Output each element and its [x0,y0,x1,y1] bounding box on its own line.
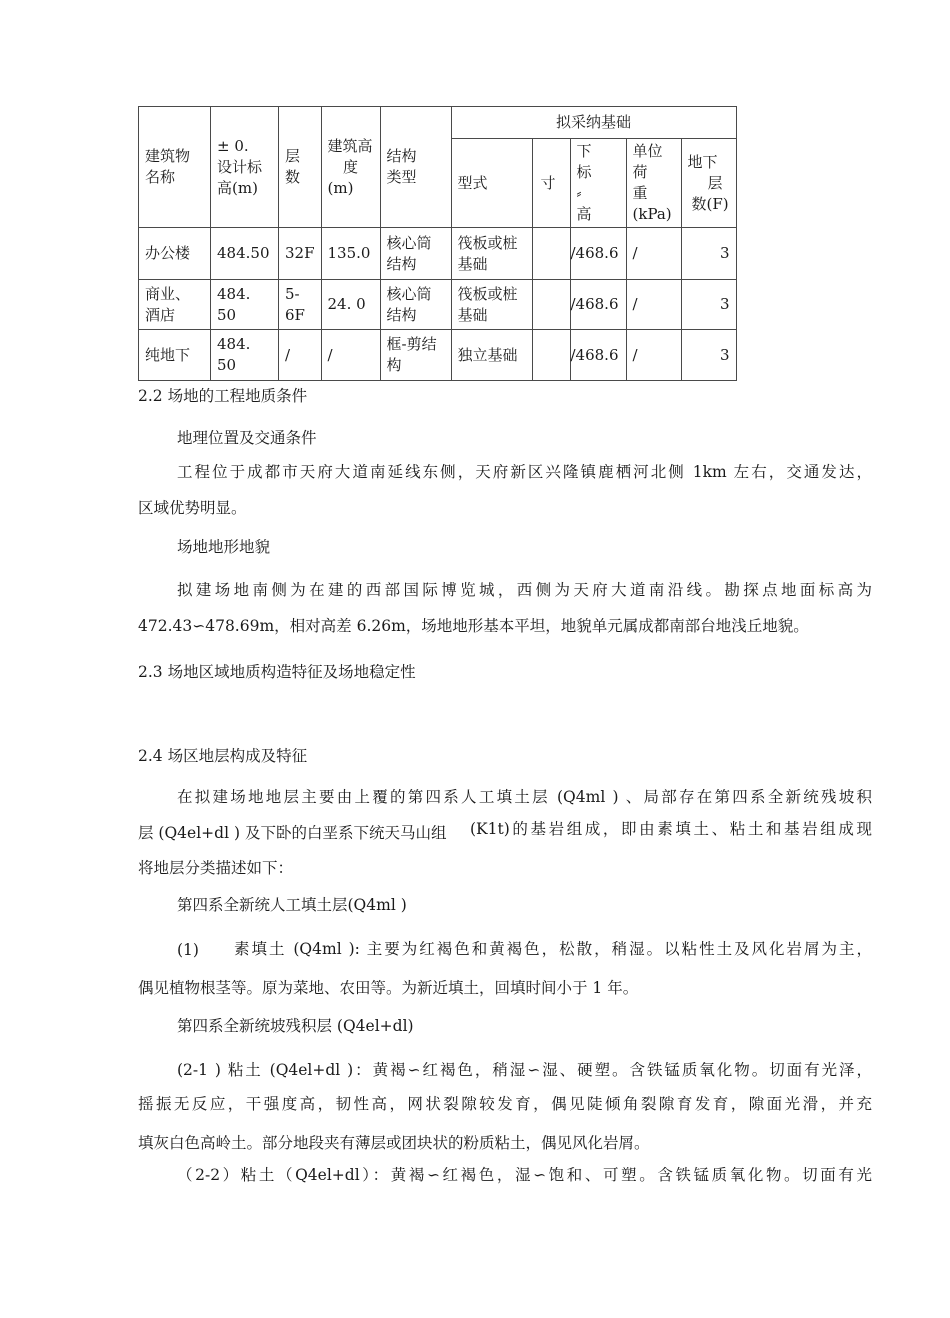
section-heading-2-2: 2.2 场地的工程地质条件 [138,387,308,405]
header-building-name: 建筑物名称 [139,107,211,228]
cell-base-elevation: /468.6 [570,228,626,280]
paragraph-strata-line1: 在拟建场地地层主要由上覆的第四系人工填土层 (Q4ml ) 、局部存在第四系全新统残坡积 [177,788,872,806]
paragraph-location-line2: 区域优势明显。 [138,499,247,517]
cell-foundation-type: 独立基础 [451,330,532,381]
header-proposed-foundation: 拟采纳基础 [451,107,736,139]
cell-structure: 核心筒结构 [380,228,451,280]
cell-design-elevation: 484. 50 [211,330,279,381]
cell-underground-floors: 3 [681,280,736,330]
cell-base-elevation: /468.6 [570,330,626,381]
cell-height: 24. 0 [321,280,380,330]
paragraph-strata-line2b: (K1t)的基岩组成，即由素填土、粘土和基岩组成现 [470,820,872,838]
header-structure-type: 结构 类型 [380,107,451,228]
cell-building-name: 商业、酒店 [139,280,211,330]
header-foundation-base-elevation: 下 标 ⸗ 高 [570,139,626,228]
cell-height: / [321,330,380,381]
table-row [139,330,737,381]
cell-height: 135.0 [321,228,380,280]
cell-building-name: 办公楼 [139,228,211,280]
cell-building-name: 纯地下 [139,330,211,381]
cell-foundation-type: 筏板或桩基础 [451,280,532,330]
cell-size [532,228,570,280]
header-unit-load: 单位荷 重(kPa) [626,139,681,228]
subheading-location: 地理位置及交通条件 [177,429,317,447]
paragraph-fill-line1: 素填土 (Q4ml ): 主要为红褐色和黄褐色，松散，稍湿。以粘性土及风化岩屑为主， [234,940,872,958]
cell-base-elevation: /468.6 [570,280,626,330]
table-header-row [139,107,737,139]
header-foundation-size: 寸 [532,139,570,228]
cell-foundation-type: 筏板或桩基础 [451,228,532,280]
section-heading-2-3: 2.3 场地区域地质构造特征及场地稳定性 [138,663,416,681]
cell-underground-floors: 3 [681,330,736,381]
cell-unit-load: / [626,330,681,381]
cell-underground-floors: 3 [681,228,736,280]
header-building-height: 建筑高 度 (m) [321,107,380,228]
cell-structure: 框-剪结构 [380,330,451,381]
table-row [139,228,737,280]
cell-design-elevation: 484.50 [211,228,279,280]
header-design-elevation: ± 0. 设计标高(m) [211,107,279,228]
subheading-terrain: 场地地形地貌 [177,538,271,556]
paragraph-location-line1: 工程位于成都市天府大道南延线东侧，天府新区兴隆镇鹿栖河北侧 1km 左右，交通发达， [177,463,872,481]
building-foundation-table [138,106,737,381]
paragraph-clay21-line3: 填灰白色高岭土。部分地段夹有薄层或团块状的粉质粘土，偶见风化岩屑。 [138,1134,650,1152]
cell-size [532,280,570,330]
cell-unit-load: / [626,280,681,330]
cell-size [532,330,570,381]
paragraph-clay22-line1: （2-2）粘土（Q4el+dl）：黄褐∽红褐色，湿∽饱和、可塑。含铁锰质氧化物。切面有光 [177,1166,872,1184]
paragraph-strata-line3: 将地层分类描述如下： [138,859,294,877]
subheading-fill-layer: 第四系全新统人工填土层(Q4ml ) [177,896,407,914]
paragraph-clay21-line1: (2-1 ) 粘土 (Q4el+dl )：黄褐∽红褐色，稍湿∽湿、硬塑。含铁锰质氧化物。切面有光泽， [177,1061,872,1079]
paragraph-terrain-line2: 472.43∽478.69m，相对高差 6.26m，场地地形基本平坦，地貌单元属成都南部台地浅丘地貌。 [138,617,809,635]
fill-item-number: (1) [177,941,199,959]
header-underground-floors: 地下 层 数(F) [681,139,736,228]
cell-floors: / [279,330,322,381]
table-row [139,280,737,330]
cell-unit-load: / [626,228,681,280]
section-heading-2-4: 2.4 场区地层构成及特征 [138,747,308,765]
paragraph-clay21-line2: 摇振无反应，干强度高，韧性高，网状裂隙较发育，偶见陡倾角裂隙育发育，隙面光滑，并充 [138,1095,872,1113]
paragraph-fill-line2: 偶见植物根茎等。原为菜地、农田等。为新近填土，回填时间小于 1 年。 [138,979,639,997]
paragraph-terrain-line1: 拟建场地南侧为在建的西部国际博览城，西侧为天府大道南沿线。勘探点地面标高为 [177,581,872,599]
cell-floors: 32F [279,228,322,280]
subheading-slope-layer: 第四系全新统坡残积层 (Q4el+dl) [177,1017,414,1035]
header-foundation-type: 型式 [451,139,532,228]
cell-floors: 5-6F [279,280,322,330]
header-floors: 层数 [279,107,322,228]
cell-design-elevation: 484. 50 [211,280,279,330]
paragraph-strata-line2a: 层 (Q4el+dl ) 及下卧的白垩系下统天马山组 [138,824,447,842]
cell-structure: 核心筒结构 [380,280,451,330]
